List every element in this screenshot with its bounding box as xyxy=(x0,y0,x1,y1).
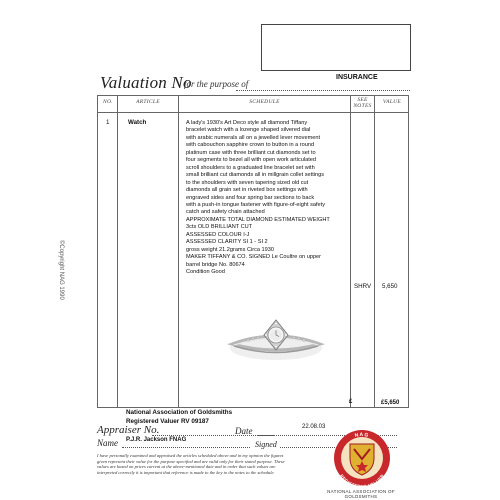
appraiser-label: Appraiser No. xyxy=(97,424,160,436)
schedule-line: diamonds all grain set in riveted box settings with xyxy=(186,187,308,194)
schedule-line: platinum case with three brilliant cut diamonds set to xyxy=(186,149,316,156)
disclaimer-line: interpreted correctly it is important that reference is made to the key to the notes to the schedule. xyxy=(97,469,275,475)
schedule-line: with a push-in tongue fastener with figure-of-eight safety xyxy=(186,201,325,208)
registered-valuer-seal xyxy=(326,428,398,488)
name-value: P.J.R. Jackson FNAG xyxy=(126,437,187,443)
schedule-line: with cabouchon sapphire crown to button in a round xyxy=(186,142,315,149)
schedule-line: gross weight 21.2grams Circa 1930 xyxy=(186,246,274,253)
column-divider xyxy=(374,96,375,407)
schedule-table xyxy=(97,95,409,408)
column-header-schedule: SCHEDULE xyxy=(249,99,280,105)
name-dotted-line xyxy=(122,447,250,448)
disclaimer-line: I have personally examined and appraised the articles scheduled above and in my opinion the figures xyxy=(97,453,284,458)
purpose-label: for the purpose of xyxy=(184,79,249,89)
total-value: £5,650 xyxy=(381,400,400,406)
date-value: 22.08.03 xyxy=(302,424,326,430)
schedule-line: scroll shoulders to a graduated line bracelet set with xyxy=(186,164,315,171)
total-row xyxy=(97,399,409,409)
schedule-line: to the shoulders with seven tapering sized old cut xyxy=(186,179,309,186)
purpose-value: INSURANCE xyxy=(336,74,378,81)
disclaimer-line: values are based on prices current at the above-mentioned date and in order that such values are xyxy=(97,464,276,470)
total-currency-symbol: £ xyxy=(349,399,353,405)
svg-text:NAG xyxy=(354,432,369,439)
disclaimer-text xyxy=(97,453,317,475)
schedule-line: with arabic numerals all on a jewelled lever movement xyxy=(186,134,321,141)
column-divider xyxy=(117,96,118,407)
schedule-line: bracelet watch with a lozenge shaped silvered dial xyxy=(186,127,311,134)
schedule-line: catch and safety chain attached xyxy=(186,209,265,216)
header-separator xyxy=(98,112,408,113)
column-header-no: NO. xyxy=(103,99,113,105)
seal-top-text: NAG xyxy=(354,431,370,439)
registered-valuer: Registered Valuer RV 09187 xyxy=(126,418,209,425)
schedule-line: four segments to bezel all with open work articulated xyxy=(186,157,316,164)
signed-label: Signed xyxy=(255,440,277,449)
schedule-line: APPROXIMATE TOTAL DIAMOND ESTIMATED WEIGHT xyxy=(186,216,330,223)
schedule-line: small brilliant cut diamonds all in millgrain collet settings xyxy=(186,172,325,179)
purpose-dotted-line xyxy=(236,90,410,91)
schedule-line: Condition Good xyxy=(186,269,225,276)
valuation-title: Valuation No xyxy=(100,73,192,92)
schedule-line: ASSESSED COLOUR I-J xyxy=(186,231,250,238)
schedule-description xyxy=(186,120,351,277)
row-no: 1 xyxy=(106,119,110,126)
schedule-line: engraved sides and four spring bar sections to back xyxy=(186,194,315,201)
date-label: Date xyxy=(235,426,253,436)
copyright-side-text: ©Copyright NAG 1990 xyxy=(58,240,64,300)
column-header-article: ARTICLE xyxy=(136,99,160,105)
valuation-header xyxy=(100,73,410,93)
appraiser-dotted-line xyxy=(152,435,274,436)
seal-bottom-text: REGISTERED VALUER xyxy=(338,473,386,488)
address-box xyxy=(261,24,411,71)
row-article: Watch xyxy=(128,119,147,126)
disclaimer-line: given represent their value for the purpose specified and are valid only for their stated purpose. These xyxy=(97,458,285,464)
schedule-line: ASSESSED CLARITY SI 1 - SI 2 xyxy=(186,239,268,246)
column-divider xyxy=(178,96,179,407)
row-see-notes: SHRV xyxy=(354,283,372,290)
row-value: 5,650 xyxy=(382,283,398,290)
association-name: National Association of Goldsmiths xyxy=(126,409,233,416)
schedule-line: barrel bridge No. 80674 xyxy=(186,261,245,268)
schedule-line: A lady's 1930's Art Deco style all diamond Tiffany xyxy=(186,120,308,126)
name-label: Name xyxy=(97,438,118,448)
watch-photo xyxy=(226,306,326,366)
schedule-line: 3cts OLD BRILLIANT CUT xyxy=(186,224,253,231)
seal-caption: NATIONAL ASSOCIATION OF GOLDSMITHS xyxy=(327,489,395,499)
column-header-value: VALUE xyxy=(382,99,402,105)
schedule-line: MAKER TIFFANY & CO. SIGNED Le Coultre on upper xyxy=(186,254,322,261)
column-header-see-notes: SEE NOTES xyxy=(353,97,372,109)
